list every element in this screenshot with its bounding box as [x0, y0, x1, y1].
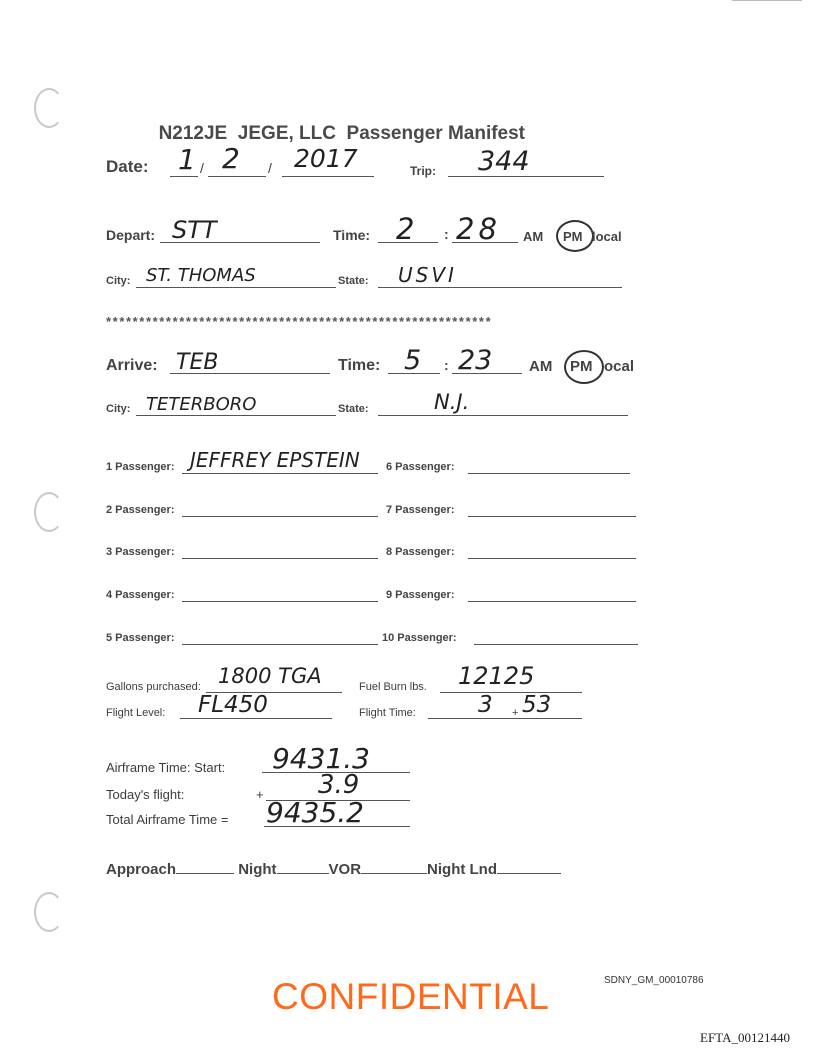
passenger-1-line	[182, 473, 378, 474]
date-month: 1	[178, 143, 196, 176]
depart-time-colon: :	[444, 226, 449, 242]
approach-row	[106, 861, 561, 878]
today-flight-value: 3.9	[318, 770, 360, 800]
flight-time-label: Flight Time:	[359, 707, 416, 719]
bates-number: SDNY_GM_00010786	[604, 975, 704, 986]
arrive-hour: 5	[404, 345, 422, 376]
confidential-stamp: CONFIDENTIAL	[272, 976, 550, 1017]
depart-city: ST. THOMAS	[146, 265, 256, 286]
flight-time-minutes: 53	[522, 692, 552, 718]
efta-number: EFTA_00121440	[700, 1030, 790, 1045]
night-label: Night	[238, 861, 277, 878]
passenger-1-name: JEFFREY EPSTEIN	[190, 448, 360, 472]
passenger-3-label: 3 Passenger:	[106, 546, 175, 558]
passenger-2-line	[182, 516, 378, 517]
punch-hole-top	[34, 88, 64, 128]
passenger-8-label: 8 Passenger:	[386, 546, 455, 558]
passenger-4-line	[182, 601, 378, 602]
depart-city-label: City:	[106, 275, 131, 287]
flight-time-hours: 3	[478, 692, 493, 718]
arrive-local: ocal	[604, 358, 635, 375]
flight-time-plus: +	[512, 707, 519, 719]
arrive-pm: PM	[570, 358, 593, 375]
arrive-state-line	[378, 415, 628, 416]
approach-line	[176, 873, 234, 874]
passenger-6-label: 6 Passenger:	[386, 461, 455, 473]
passenger-9-line	[468, 601, 636, 602]
passenger-6-line	[468, 473, 630, 474]
manifest-header	[148, 101, 525, 145]
arrive-state-label: State:	[338, 403, 369, 415]
today-flight-plus: +	[256, 787, 264, 802]
depart-state-label: State:	[338, 275, 369, 287]
total-airframe-label: Total Airframe Time =	[106, 812, 229, 827]
date-month-line	[170, 176, 198, 177]
section-separator: **********************************************************	[106, 314, 493, 329]
arrive-am: AM	[529, 358, 553, 375]
date-day-line	[208, 176, 266, 177]
passenger-4-label: 4 Passenger:	[106, 589, 175, 601]
today-flight-label: Today's flight:	[106, 787, 185, 802]
passenger-7-line	[468, 516, 636, 517]
gallons-label: Gallons purchased:	[106, 681, 201, 693]
depart-am: AM	[523, 229, 544, 244]
date-day: 2	[222, 142, 240, 175]
flight-level-label: Flight Level:	[106, 707, 166, 719]
depart-local: local	[592, 229, 622, 244]
arrive-city: TETERBORO	[146, 394, 257, 415]
passenger-3-line	[182, 558, 378, 559]
passenger-10-label: 10 Passenger:	[382, 632, 457, 644]
total-airframe-value: 9435.2	[266, 796, 364, 829]
night-line	[277, 873, 329, 874]
approach-label: Approach	[106, 861, 177, 878]
date-year-line	[282, 176, 374, 177]
date-sep-2: /	[268, 160, 272, 176]
passenger-2-label: 2 Passenger:	[106, 504, 175, 516]
depart-pm: PM	[563, 229, 583, 244]
flight-level-line	[180, 718, 332, 719]
vor-label: VOR	[328, 861, 362, 878]
depart-pm-circle	[556, 220, 594, 252]
passenger-8-line	[468, 558, 636, 559]
night-lnd-line	[497, 873, 561, 874]
arrive-label: Arrive:	[106, 357, 158, 374]
depart-state: USVI	[398, 263, 457, 287]
depart-hour: 2	[396, 212, 415, 246]
arrive-code: TEB	[176, 350, 219, 375]
trip-label: Trip:	[410, 164, 436, 178]
trip-number: 344	[478, 146, 530, 177]
arrive-minute: 23	[458, 345, 493, 376]
arrive-time-colon: :	[444, 357, 449, 373]
passenger-7-label: 7 Passenger:	[386, 504, 455, 516]
arrive-city-label: City:	[106, 403, 131, 415]
passenger-5-line	[182, 644, 378, 645]
date-sep-1: /	[200, 160, 204, 176]
punch-hole-middle	[34, 492, 64, 532]
depart-time-label: Time:	[333, 227, 371, 243]
fuel-burn-value: 12125	[458, 662, 535, 690]
top-right-edge-mark	[732, 0, 802, 1]
airframe-start-label: Airframe Time: Start:	[106, 760, 226, 775]
company-name: JEGE, LLC	[237, 123, 336, 144]
depart-label: Depart:	[106, 227, 156, 243]
passenger-9-label: 9 Passenger:	[386, 589, 455, 601]
passenger-5-label: 5 Passenger:	[106, 632, 175, 644]
gallons-value: 1800 TGA	[218, 664, 322, 688]
document-title: Passenger Manifest	[346, 123, 526, 144]
depart-city-line	[136, 287, 336, 288]
depart-state-line	[378, 287, 622, 288]
flight-time-line	[428, 718, 582, 719]
passenger-10-line	[474, 644, 638, 645]
arrive-time-label: Time:	[338, 357, 381, 374]
fuel-burn-line	[440, 692, 582, 693]
flight-level-value: FL450	[198, 692, 268, 718]
fuel-burn-label: Fuel Burn lbs.	[359, 681, 427, 693]
arrive-city-line	[136, 415, 336, 416]
depart-minute: 28	[456, 212, 501, 246]
tail-number: N212JE	[158, 123, 228, 144]
passenger-1-label: 1 Passenger:	[106, 461, 175, 473]
date-label: Date:	[106, 157, 149, 176]
punch-hole-bottom	[34, 892, 64, 932]
vor-line	[361, 873, 427, 874]
date-year: 2017	[294, 144, 358, 173]
airframe-start-value: 9431.3	[272, 742, 370, 775]
arrive-state: N.J.	[434, 390, 470, 414]
night-lnd-label: Night Lnd	[427, 861, 498, 878]
depart-code: STT	[172, 216, 217, 244]
